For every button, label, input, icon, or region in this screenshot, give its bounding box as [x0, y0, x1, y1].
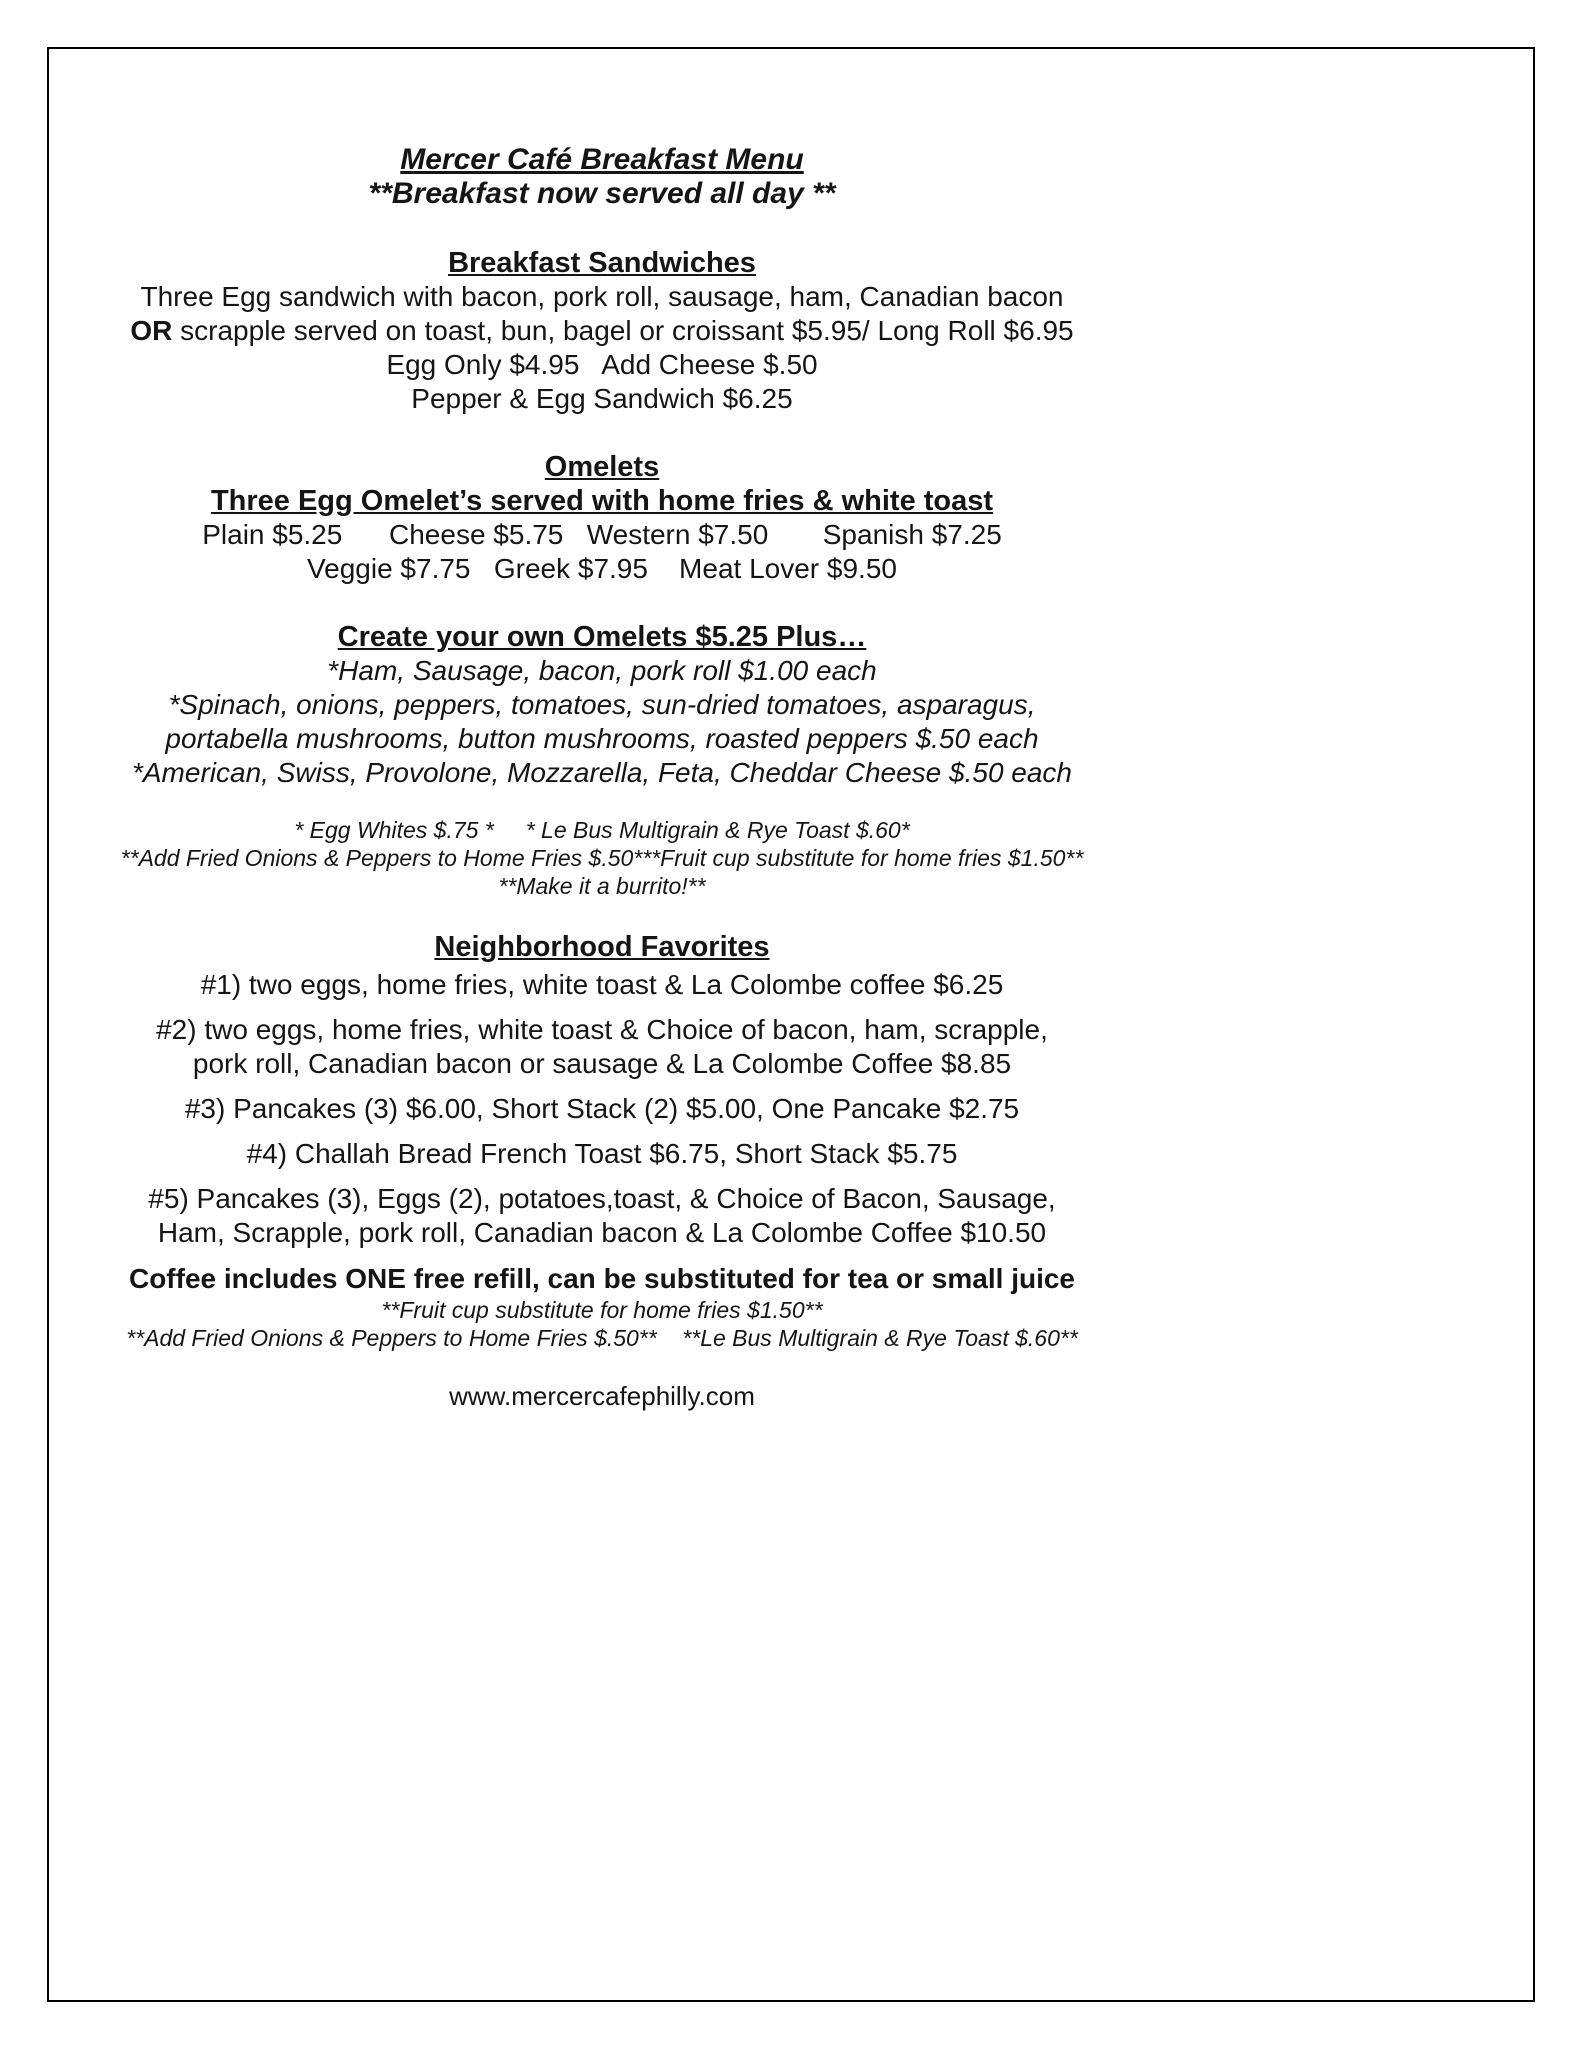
create-your-own-line-4: *American, Swiss, Provolone, Mozzarella, Feta, Cheddar Cheese $.50 each — [131, 757, 1073, 788]
omelets-subheading: Three Egg Omelet’s served with home fries & white toast — [210, 485, 994, 517]
breakfast-sandwiches-line-2-rest: scrapple served on toast, bun, bagel or croissant $5.95/ Long Roll $6.95 — [172, 315, 1074, 346]
favorite-item-4-text: #4) Challah Bread French Toast $6.75, Short Stack $5.75 — [246, 1138, 958, 1169]
favorite-item-5 — [102, 1182, 1102, 1250]
breakfast-sandwiches-heading: Breakfast Sandwiches — [448, 247, 756, 279]
omelets-prices-line-2: Veggie $7.75 Greek $7.95 Meat Lover $9.50 — [307, 553, 897, 584]
note-egg-whites: * Egg Whites $.75 * * Le Bus Multigrain & Rye Toast $.60* — [294, 817, 910, 843]
menu-subtitle: **Breakfast now served all day ** — [368, 177, 836, 210]
omelets-heading: Omelets — [544, 451, 660, 483]
favorite-item-3 — [102, 1092, 1102, 1126]
favorite-item-1 — [102, 968, 1102, 1002]
create-your-own-notes — [102, 816, 1102, 900]
omelets-prices-line-1: Plain $5.25 Cheese $5.75 Western $7.50 Spanish $7.25 — [202, 519, 1002, 550]
section-omelets — [102, 450, 1102, 586]
section-neighborhood-favorites — [102, 930, 1102, 1352]
note-fried-onions-toast: **Add Fried Onions & Peppers to Home Fries $.50** **Le Bus Multigrain & Rye Toast $.60** — [126, 1325, 1078, 1351]
create-your-own-heading: Create your own Omelets $5.25 Plus… — [337, 621, 867, 653]
section-create-your-own — [102, 620, 1102, 900]
favorite-item-5-line-2: Ham, Scrapple, pork roll, Canadian bacon & La Colombe Coffee $10.50 — [157, 1217, 1047, 1248]
neighborhood-favorites-heading: Neighborhood Favorites — [434, 931, 770, 963]
breakfast-sandwiches-line-1: Three Egg sandwich with bacon, pork roll, sausage, ham, Canadian bacon — [140, 281, 1064, 312]
breakfast-sandwiches-or: OR — [130, 315, 173, 346]
note-add-ons: **Add Fried Onions & Peppers to Home Fries $.50***Fruit cup substitute for home fries $1.50** — [120, 845, 1084, 871]
favorite-item-5-line-1: #5) Pancakes (3), Eggs (2), potatoes,toast, & Choice of Bacon, Sausage, — [148, 1183, 1056, 1214]
favorite-item-2 — [102, 1013, 1102, 1081]
note-fruit-cup: **Fruit cup substitute for home fries $1.50** — [381, 1297, 823, 1323]
favorite-item-2-line-1: #2) two eggs, home fries, white toast & Choice of bacon, ham, scrapple, — [156, 1014, 1048, 1045]
note-burrito: **Make it a burrito!** — [498, 873, 706, 899]
favorite-item-4 — [102, 1137, 1102, 1171]
coffee-refill-note: Coffee includes ONE free refill, can be substituted for tea or small juice — [128, 1263, 1075, 1294]
menu-title: Mercer Café Breakfast Menu — [400, 143, 804, 176]
breakfast-sandwiches-line-3: Egg Only $4.95 Add Cheese $.50 — [386, 349, 818, 380]
favorite-item-2-line-2: pork roll, Canadian bacon or sausage & La Colombe Coffee $8.85 — [192, 1048, 1012, 1079]
breakfast-sandwiches-line-4: Pepper & Egg Sandwich $6.25 — [411, 383, 793, 414]
favorite-item-3-text: #3) Pancakes (3) $6.00, Short Stack (2) $5.00, One Pancake $2.75 — [184, 1093, 1020, 1124]
menu-content — [102, 143, 1102, 1412]
section-breakfast-sandwiches — [102, 246, 1102, 416]
create-your-own-line-2: *Spinach, onions, peppers, tomatoes, sun-dried tomatoes, asparagus, — [168, 689, 1036, 720]
breakfast-sandwiches-line-2 — [102, 314, 1102, 348]
favorite-item-1-text: #1) two eggs, home fries, white toast & La Colombe coffee $6.25 — [200, 969, 1004, 1000]
create-your-own-line-1: *Ham, Sausage, bacon, pork roll $1.00 each — [327, 655, 877, 686]
create-your-own-line-3: portabella mushrooms, button mushrooms, roasted peppers $.50 each — [165, 723, 1039, 754]
website-url: www.mercercafephilly.com — [449, 1381, 755, 1411]
